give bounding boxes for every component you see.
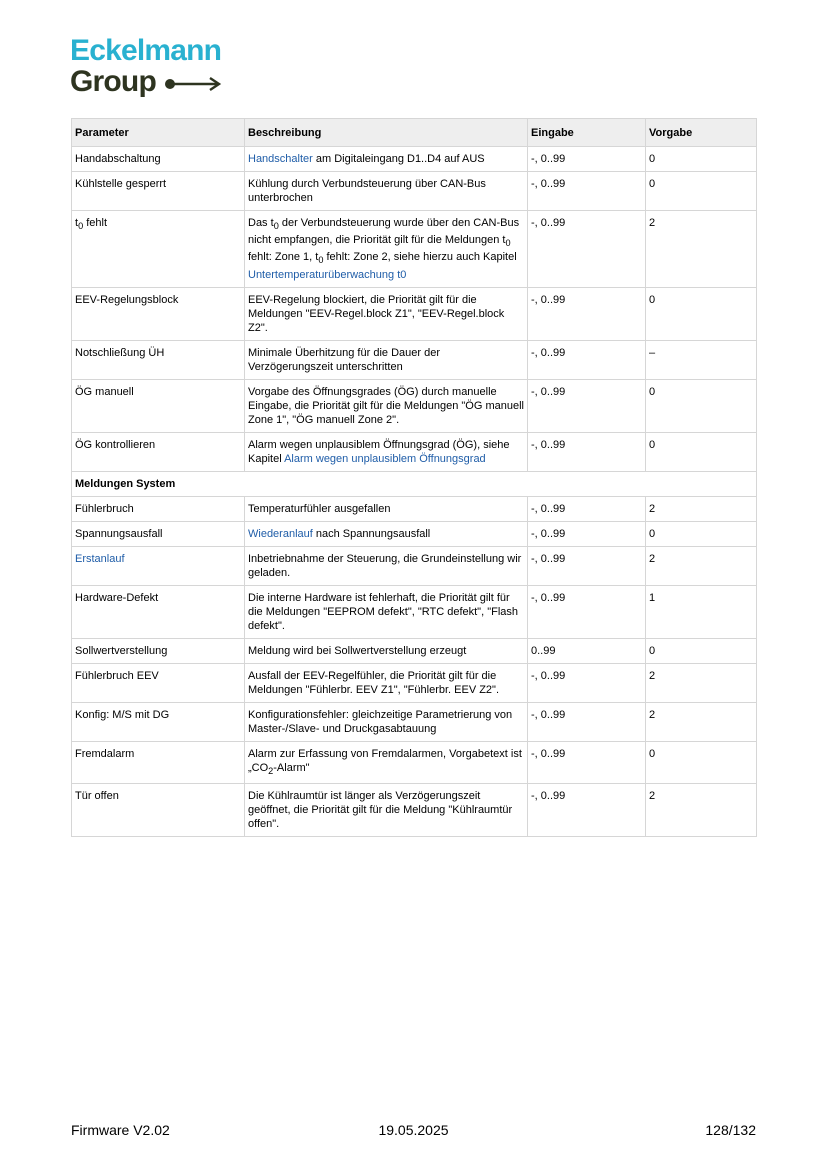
eingabe-cell: -, 0..99	[528, 546, 646, 585]
eingabe-cell: -, 0..99	[528, 663, 646, 702]
description-cell	[245, 211, 528, 288]
param-cell: Fühlerbruch EEV	[72, 663, 245, 702]
param-cell: Fremdalarm	[72, 741, 245, 783]
table-row	[72, 638, 757, 663]
table-row	[72, 546, 757, 585]
description-cell: Konfigurationsfehler: gleichzeitige Parametrierung von Master-/Slave- und Druckgasabtauung	[245, 702, 528, 741]
param-cell: Sollwertverstellung	[72, 638, 245, 663]
param-cell: ÖG manuell	[72, 379, 245, 432]
eingabe-cell: -, 0..99	[528, 783, 646, 836]
table-row	[72, 379, 757, 432]
param-cell: ÖG kontrollieren	[72, 432, 245, 471]
description-text: Alarm wegen unplausiblem Öffnungsgrad (ÖG), siehe Kapitel	[248, 438, 510, 465]
param-cell: Fühlerbruch	[72, 496, 245, 521]
param-text: fehlt	[83, 217, 108, 229]
eingabe-cell: -, 0..99	[528, 585, 646, 638]
vorgabe-cell: 2	[646, 783, 757, 836]
table-row	[72, 521, 757, 546]
subscript: 2	[268, 765, 274, 776]
header-beschreibung: Beschreibung	[245, 119, 528, 147]
logo-line-2	[70, 66, 222, 98]
vorgabe-cell: 0	[646, 287, 757, 340]
erstanlauf-link[interactable]: Erstanlauf	[75, 552, 125, 565]
vorgabe-cell: 2	[646, 546, 757, 585]
wiederanlauf-link[interactable]: Wiederanlauf	[248, 527, 313, 540]
param-cell: EEV-Regelungsblock	[72, 287, 245, 340]
description-cell: Ausfall der EEV-Regelfühler, die Priorität gilt für die Meldungen "Fühlerbr. EEV Z1", "Fühlerbr. EEV Z2".	[245, 663, 528, 702]
table-row	[72, 496, 757, 521]
description-text: am Digitaleingang D1..D4 auf AUS	[312, 153, 485, 165]
table-row	[72, 585, 757, 638]
param-cell	[72, 211, 245, 288]
description-cell: Inbetriebnahme der Steuerung, die Grundeinstellung wir geladen.	[245, 546, 528, 585]
logo-group-text: Group	[70, 65, 156, 98]
description-cell: Die Kühlraumtür ist länger als Verzögerungszeit geöffnet, die Priorität gilt für die Meldung "Kühlraumtür offen".	[245, 783, 528, 836]
eingabe-cell: -, 0..99	[528, 521, 646, 546]
eingabe-cell: -, 0..99	[528, 340, 646, 379]
eingabe-cell: -, 0..99	[528, 211, 646, 288]
arrow-right-icon	[164, 77, 222, 91]
param-cell	[72, 546, 245, 585]
header-vorgabe: Vorgabe	[646, 119, 757, 147]
table-row	[72, 432, 757, 471]
eingabe-cell: -, 0..99	[528, 496, 646, 521]
table-row	[72, 783, 757, 836]
description-cell: Vorgabe des Öffnungsgrades (ÖG) durch manuelle Eingabe, die Priorität gilt für die Meldungen "ÖG manuell Zone 1", "ÖG manuell Zone 2".	[245, 379, 528, 432]
vorgabe-cell: 0	[646, 432, 757, 471]
eckelmann-logo	[70, 36, 222, 98]
description-cell	[245, 147, 528, 172]
table-row	[72, 211, 757, 288]
description-text: Das t	[248, 217, 274, 229]
param-cell: Handabschaltung	[72, 147, 245, 172]
description-cell	[245, 741, 528, 783]
table-row	[72, 340, 757, 379]
subscript: 0	[505, 238, 511, 249]
header-parameter: Parameter	[72, 119, 245, 147]
param-cell: Spannungsausfall	[72, 521, 245, 546]
description-text: -Alarm"	[273, 761, 310, 774]
footer-date: 19.05.2025	[378, 1122, 449, 1138]
param-cell: Hardware-Defekt	[72, 585, 245, 638]
parameter-table	[71, 118, 757, 837]
untertemperatur-link[interactable]: Untertemperaturüberwachung t0	[248, 268, 407, 281]
description-cell: Die interne Hardware ist fehlerhaft, die Priorität gilt für die Meldungen "EEPROM defekt", "RTC defekt", "Flash defekt".	[245, 585, 528, 638]
param-cell: Konfig: M/S mit DG	[72, 702, 245, 741]
section-title: Meldungen System	[72, 471, 757, 496]
description-cell: Temperaturfühler ausgefallen	[245, 496, 528, 521]
table-row	[72, 741, 757, 783]
description-text: fehlt: Zone 1, t	[248, 251, 319, 264]
vorgabe-cell: –	[646, 340, 757, 379]
vorgabe-cell: 2	[646, 211, 757, 288]
vorgabe-cell: 0	[646, 172, 757, 211]
vorgabe-cell: 2	[646, 663, 757, 702]
table-row	[72, 663, 757, 702]
table-row	[72, 287, 757, 340]
eingabe-cell: -, 0..99	[528, 287, 646, 340]
param-cell: Tür offen	[72, 783, 245, 836]
footer-firmware-version: Firmware V2.02	[71, 1122, 170, 1138]
eingabe-cell: -, 0..99	[528, 172, 646, 211]
eingabe-cell: 0..99	[528, 638, 646, 663]
table-row	[72, 172, 757, 211]
subscript: 0	[273, 221, 279, 232]
param-cell: Notschließung ÜH	[72, 340, 245, 379]
vorgabe-cell: 2	[646, 496, 757, 521]
description-cell: Meldung wird bei Sollwertverstellung erzeugt	[245, 638, 528, 663]
description-text: Alarm zur Erfassung von Fremdalarmen, Vorgabetext ist „CO	[248, 747, 522, 774]
vorgabe-cell: 2	[646, 702, 757, 741]
description-cell: Minimale Überhitzung für die Dauer der Verzögerungszeit unterschritten	[245, 340, 528, 379]
vorgabe-cell: 0	[646, 638, 757, 663]
description-cell	[245, 432, 528, 471]
table-header-row	[72, 119, 757, 147]
param-cell: Kühlstelle gesperrt	[72, 172, 245, 211]
eingabe-cell: -, 0..99	[528, 702, 646, 741]
description-text: fehlt: Zone 2, siehe hierzu auch Kapitel	[323, 251, 517, 264]
description-cell: EEV-Regelung blockiert, die Priorität gilt für die Meldungen "EEV-Regel.block Z1", "EEV-Regel.block Z2".	[245, 287, 528, 340]
table-row	[72, 147, 757, 172]
subscript: 0	[318, 255, 324, 266]
vorgabe-cell: 0	[646, 741, 757, 783]
vorgabe-cell: 0	[646, 379, 757, 432]
eingabe-cell: -, 0..99	[528, 741, 646, 783]
handschalter-link[interactable]: Handschalter	[248, 153, 313, 165]
alarm-oeffnungsgrad-link[interactable]: Alarm wegen unplausiblem Öffnungsgrad	[284, 452, 486, 465]
footer-page-number: 128/132	[705, 1122, 756, 1138]
table-row	[72, 702, 757, 741]
eingabe-cell: -, 0..99	[528, 147, 646, 172]
description-text: der Verbundsteuerung wurde über den CAN-Bus nicht empfangen, die Priorität gilt für die Meldungen t	[248, 217, 520, 247]
header-eingabe: Eingabe	[528, 119, 646, 147]
param-text: t	[75, 217, 79, 229]
subscript: 0	[78, 221, 84, 232]
section-row	[72, 471, 757, 496]
logo-line-1: Eckelmann	[70, 34, 222, 67]
eingabe-cell: -, 0..99	[528, 379, 646, 432]
description-text: nach Spannungsausfall	[312, 527, 431, 540]
vorgabe-cell: 0	[646, 147, 757, 172]
description-cell: Kühlung durch Verbundsteuerung über CAN-Bus unterbrochen	[245, 172, 528, 211]
description-cell	[245, 521, 528, 546]
vorgabe-cell: 1	[646, 585, 757, 638]
eingabe-cell: -, 0..99	[528, 432, 646, 471]
vorgabe-cell: 0	[646, 521, 757, 546]
